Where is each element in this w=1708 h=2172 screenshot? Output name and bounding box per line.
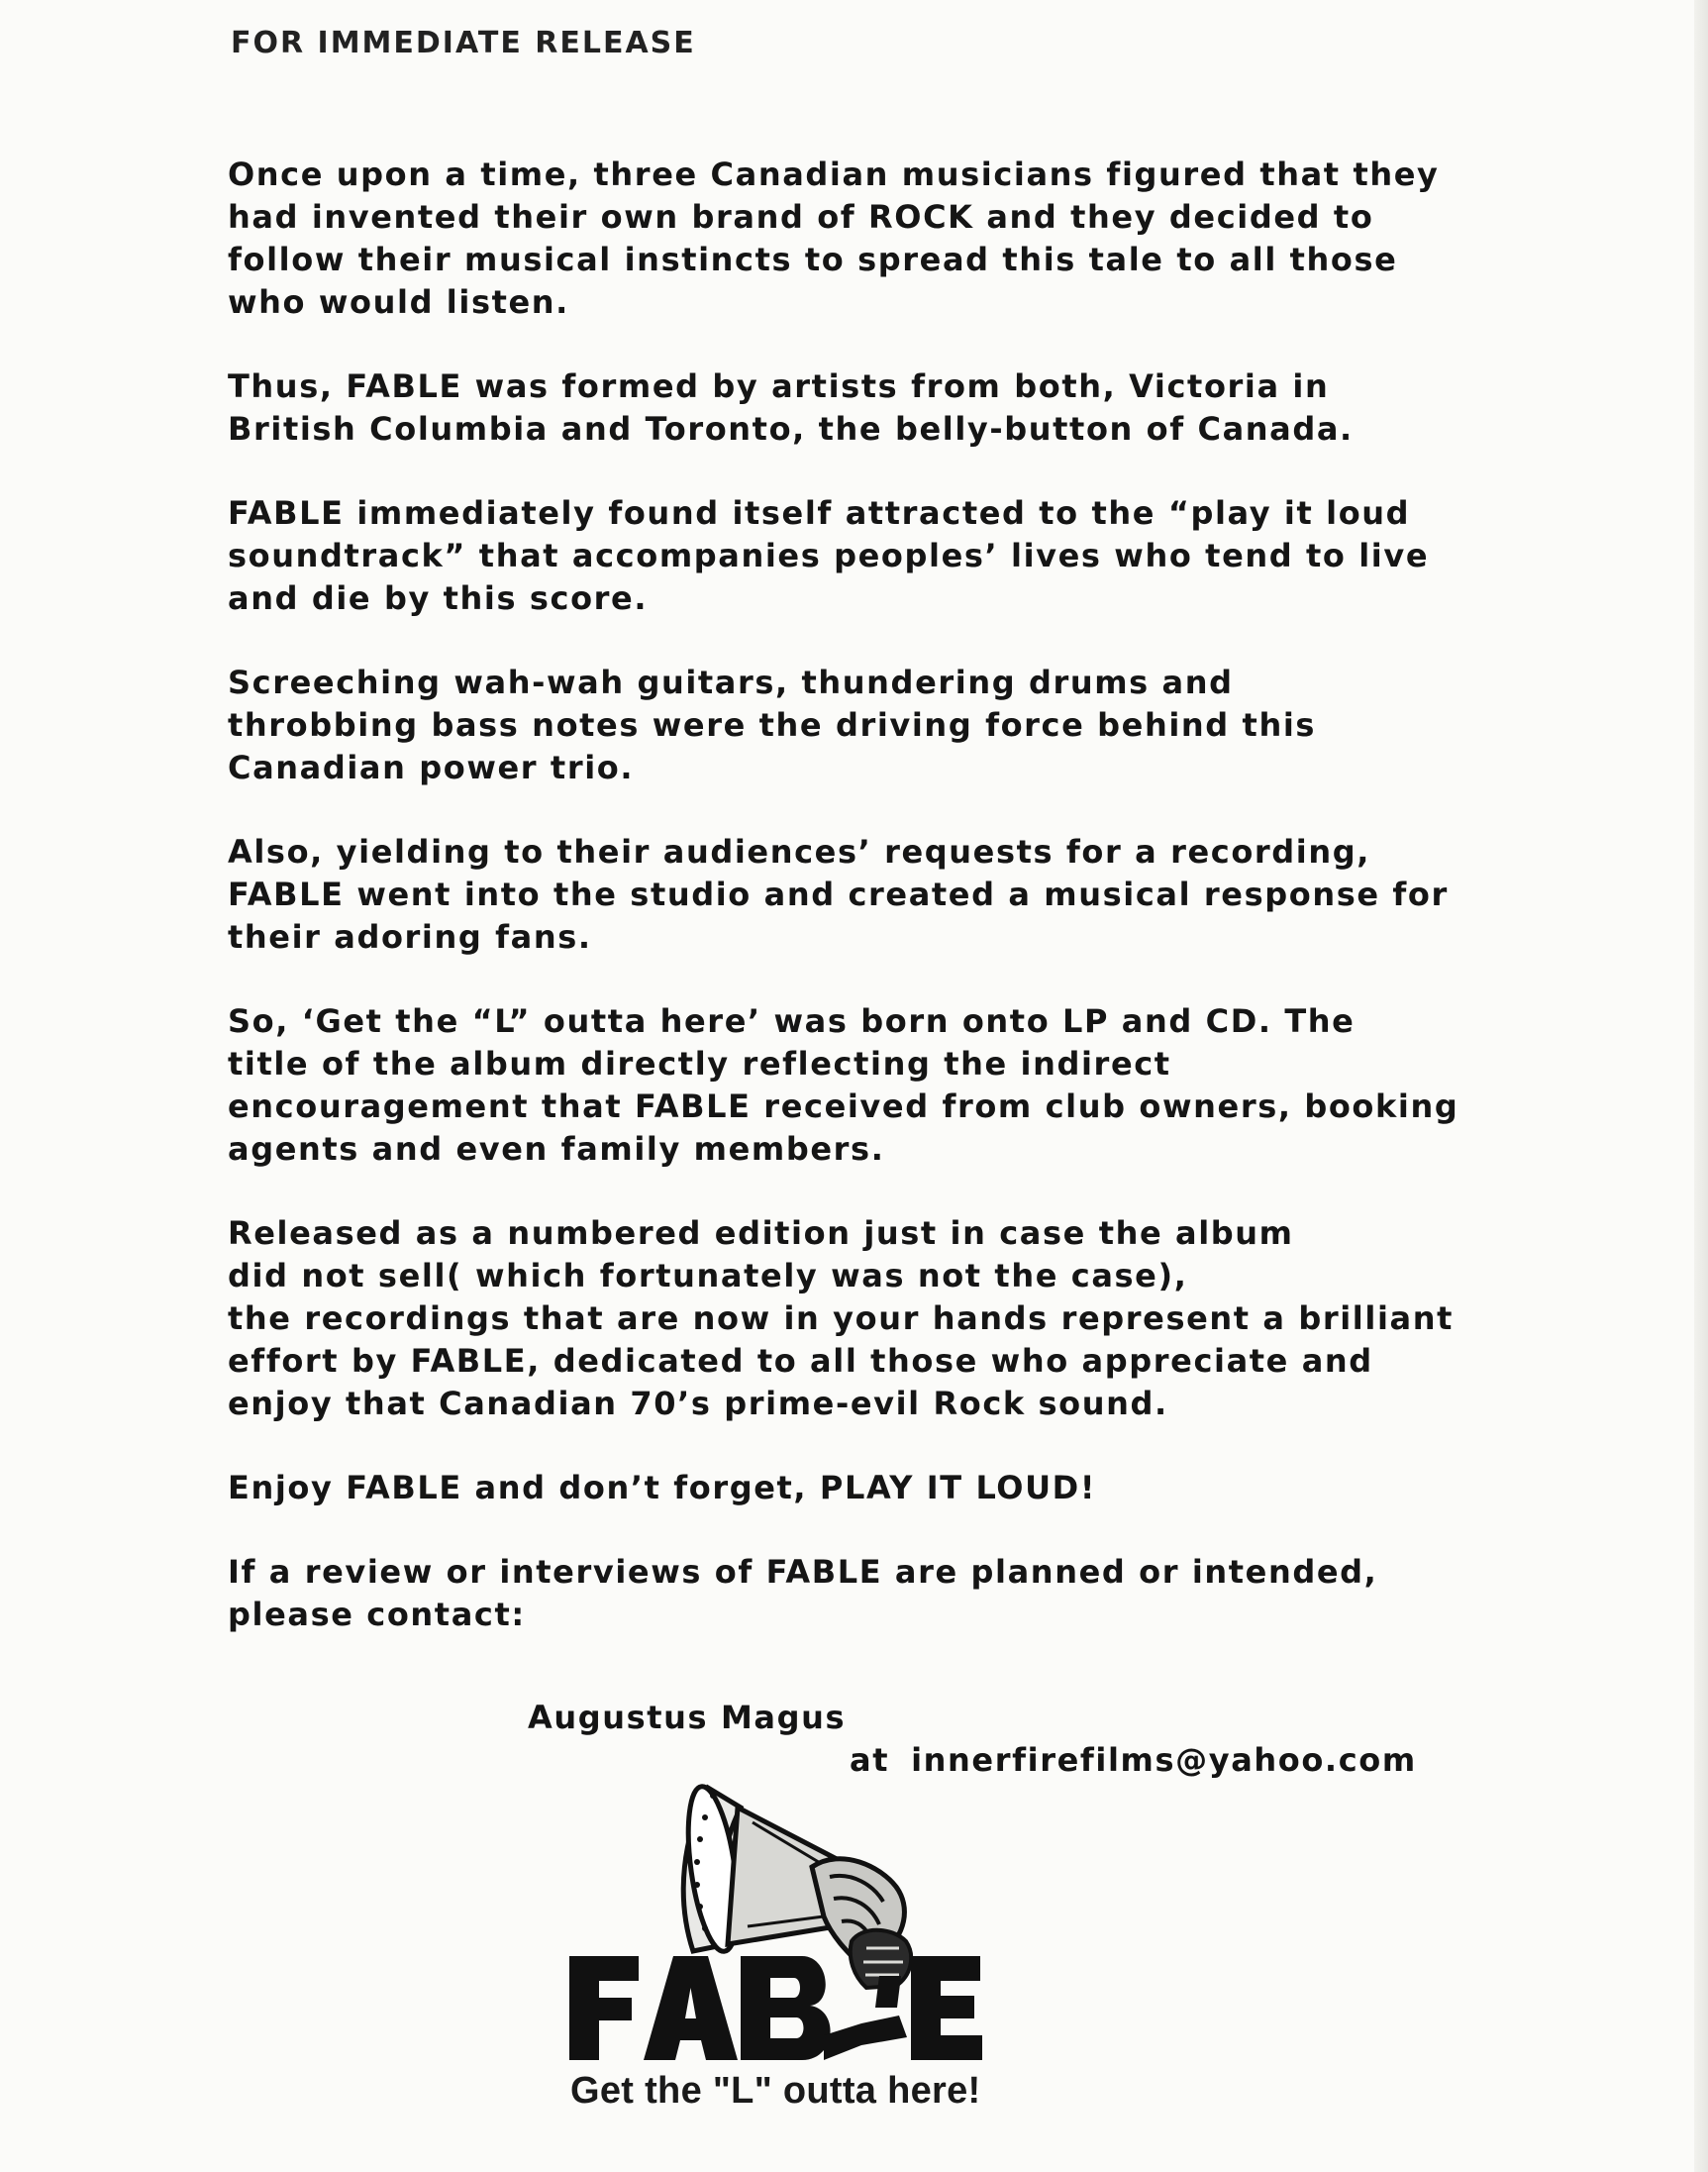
paragraph-numbered-edition: Released as a numbered edition just in case the album did not sell( which fortunately was not the case), the recordings that are now in your hands represent a brilliant effort by FABLE, dedicated to all those who appreciate and enjoy that Canadian 70’s prime-evil Rock sound. [228,1214,1454,1422]
paragraph-album-title: So, ‘Get the “L” outta here’ was born onto LP and CD. The title of the album directly reflecting the indirect encouragement that FABLE received from club owners, booking agents and even family members. [228,1002,1459,1168]
logo-tagline: Get the "L" outta here! [570,2070,981,2112]
fable-wordmark [569,1956,982,2060]
paragraph-instruments: Screeching wah-wah guitars, thundering drums and throbbing bass notes were the driving force behind this Canadian power trio. [228,664,1317,786]
contact-name: Augustus Magus [528,1699,847,1736]
release-header: FOR IMMEDIATE RELEASE [231,26,696,60]
fable-logo-icon [564,1778,1050,2075]
contact-email-line [850,1741,1417,1779]
release-body [228,154,1475,1678]
paragraph-contact-request: If a review or interviews of FABLE are planned or intended, please contact: [228,1553,1378,1633]
paragraph-intro: Once upon a time, three Canadian musicians figured that they had invented their own brand of ROCK and they decided to follow their musical instincts to spread this tale to all those who would listen. [228,155,1440,321]
paragraph-play-it-loud: Enjoy FABLE and don’t forget, PLAY IT LOUD! [228,1469,1097,1506]
contact-at: at [850,1741,890,1779]
paragraph-recording: Also, yielding to their audiences’ requests for a recording, FABLE went into the studio and created a musical response for their adoring fans. [228,833,1449,956]
paper-edge [1694,0,1708,2172]
paragraph-formation: Thus, FABLE was formed by artists from both, Victoria in British Columbia and Toronto, the belly-button of Canada. [228,367,1354,448]
contact-email[interactable]: innerfirefilms@yahoo.com [911,1741,1417,1779]
paragraph-sound: FABLE immediately found itself attracted to the “play it loud soundtrack” that accompanies peoples’ lives who tend to live and die by this score. [228,494,1430,617]
